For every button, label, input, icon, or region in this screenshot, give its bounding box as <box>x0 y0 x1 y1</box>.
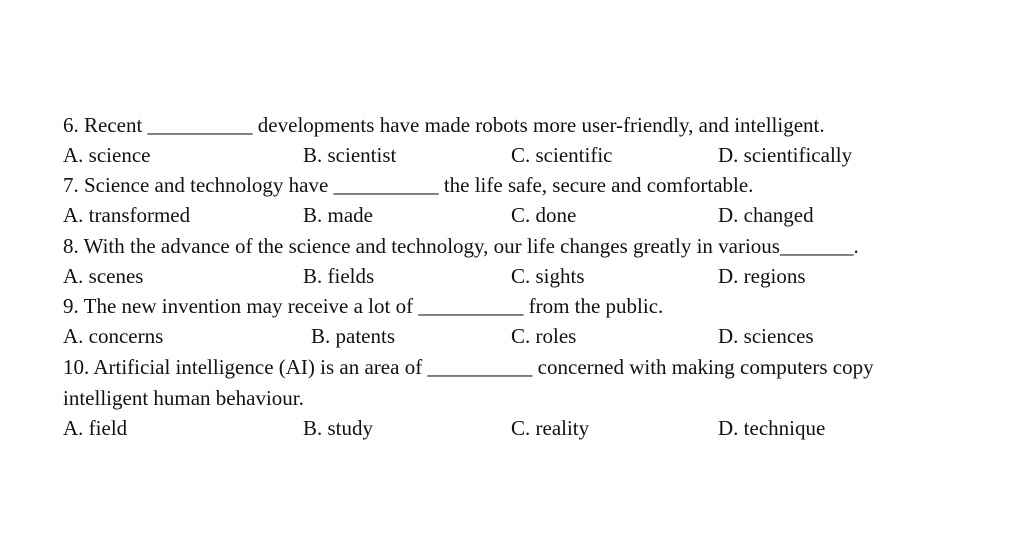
question-7-option-d: D. changed <box>718 203 814 227</box>
question-10-option-d: D. technique <box>718 416 826 440</box>
question-9-option-b: B. patents <box>311 324 395 348</box>
question-7-option-b: B. made <box>303 203 373 227</box>
question-10-stem-line-2: intelligent human behaviour. <box>63 386 304 410</box>
question-6-stem: 6. Recent __________ developments have made robots more user-friendly, and intelligent. <box>63 113 825 137</box>
question-7-option-c: C. done <box>511 203 577 227</box>
question-6-option-b: B. scientist <box>303 143 397 167</box>
question-8-option-c: C. sights <box>511 264 585 288</box>
question-8-option-b: B. fields <box>303 264 375 288</box>
question-8-option-d: D. regions <box>718 264 806 288</box>
question-8-option-a: A. scenes <box>63 264 144 288</box>
question-9-option-c: C. roles <box>511 324 577 348</box>
question-9-option-a: A. concerns <box>63 324 164 348</box>
question-9-stem: 9. The new invention may receive a lot of __________ from the public. <box>63 294 664 318</box>
question-6-option-c: C. scientific <box>511 143 613 167</box>
question-9-option-d: D. sciences <box>718 324 814 348</box>
question-7-stem: 7. Science and technology have __________ the life safe, secure and comfortable. <box>63 173 754 197</box>
question-6-option-a: A. science <box>63 143 151 167</box>
question-10-option-b: B. study <box>303 416 374 440</box>
question-10-option-a: A. field <box>63 416 128 440</box>
question-10-stem-line-1: 10. Artificial intelligence (AI) is an area of __________ concerned with making computers copy <box>63 355 874 379</box>
question-7-option-a: A. transformed <box>63 203 191 227</box>
question-6-option-d: D. scientifically <box>718 143 853 167</box>
question-10-option-c: C. reality <box>511 416 590 440</box>
question-8-stem: 8. With the advance of the science and technology, our life changes greatly in various_______. <box>63 234 859 258</box>
